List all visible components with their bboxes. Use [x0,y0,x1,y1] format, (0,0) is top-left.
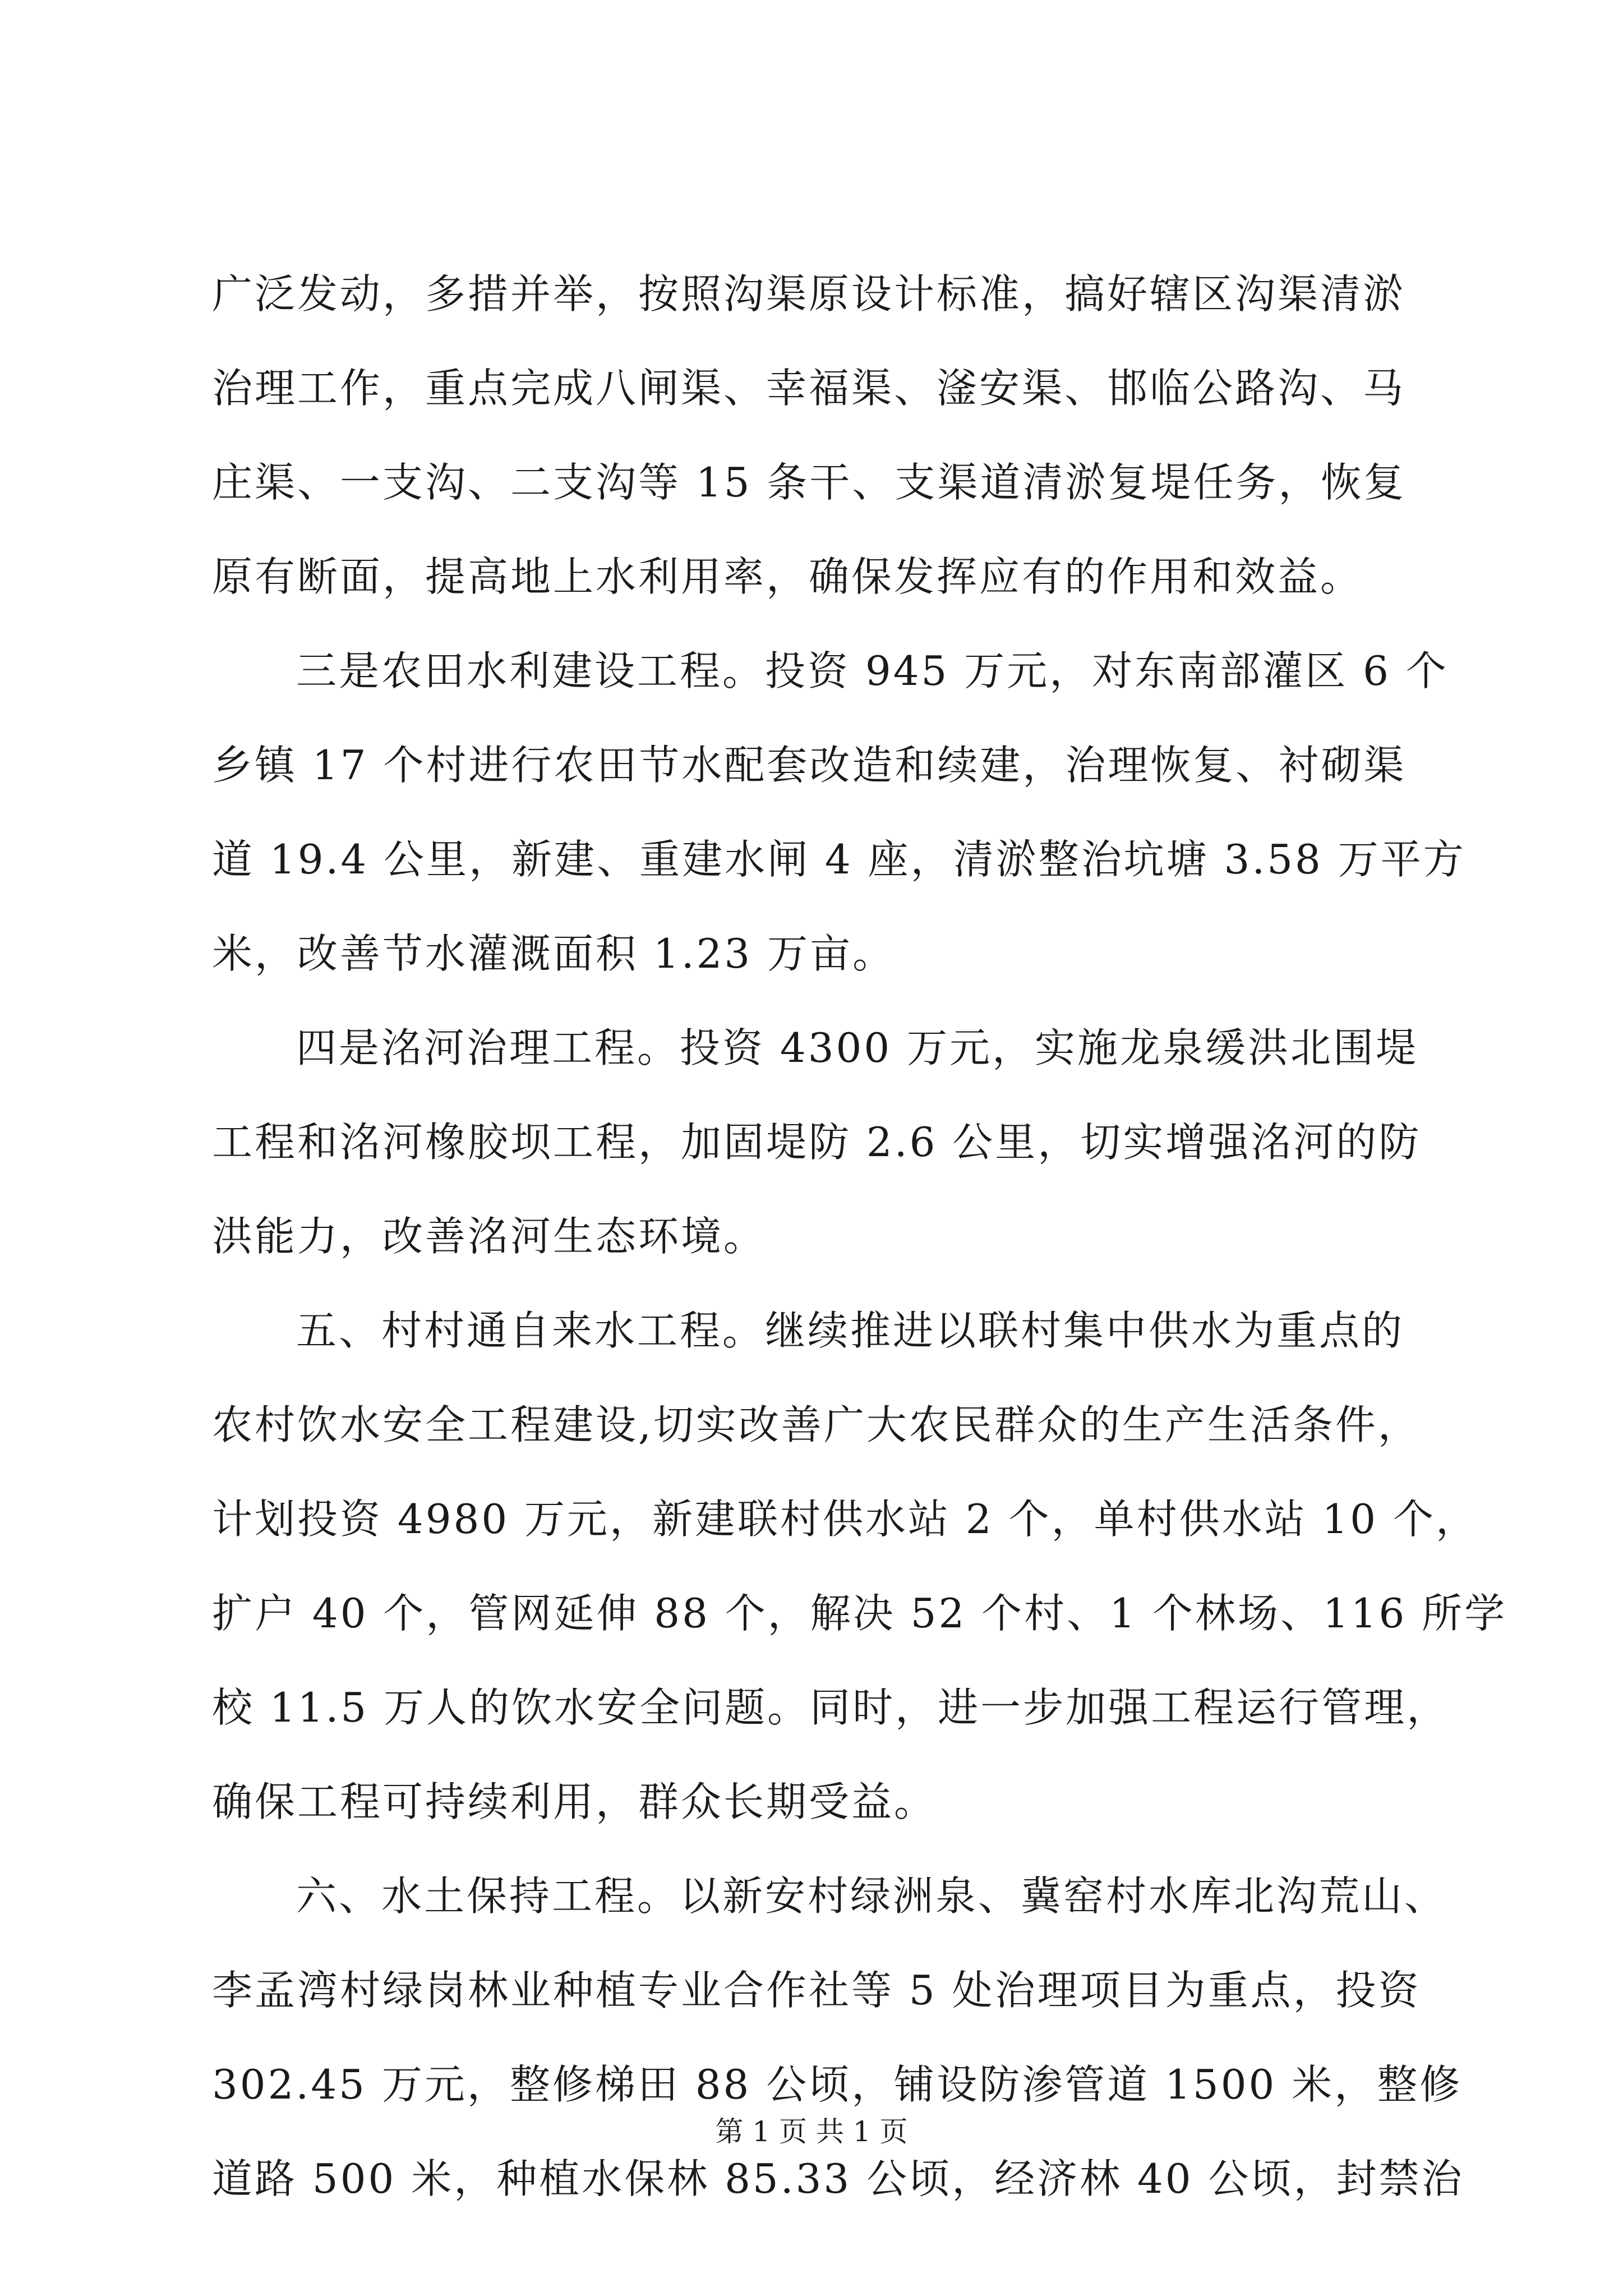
text-line: 洪能力，改善洺河生态环境。 [212,1213,767,1260]
text-line: 扩户 40 个，管网延伸 88 个，解决 52 个村、1 个林场、116 所学 [212,1590,1507,1637]
paragraph-2 [212,624,1466,1001]
text-line: 六、水土保持工程。以新安村绿洲泉、冀窑村水库北沟荒山、 [296,1872,1447,1920]
paragraph-4 [212,1283,1507,1849]
text-line: 302.45 万元，整修梯田 88 公顷，铺设防渗管道 1500 米，整修 [212,2061,1463,2108]
text-line: 工程和洺河橡胶坝工程，加固堤防 2.6 公里，切实增强洺河的防 [212,1119,1422,1166]
paragraph-1 [212,247,1418,624]
text-line: 庄渠、一支沟、二支沟等 15 条干、支渠道清淤复堤任务，恢复 [212,459,1407,506]
text-line: 乡镇 17 个村进行农田节水配套改造和续建，治理恢复、衬砌渠 [212,742,1407,789]
text-line: 三是农田水利建设工程。投资 945 万元，对东南部灌区 6 个 [296,647,1449,694]
text-line: 道路 500 米，种植水保林 85.33 公顷，经济林 40 公顷，封禁治 [212,2155,1464,2202]
text-line: 广泛发动，多措并举，按照沟渠原设计标准，搞好辖区沟渠清淤 [212,270,1406,318]
text-line: 四是洺河治理工程。投资 4300 万元，实施龙泉缓洪北围堤 [296,1024,1419,1071]
text-line: 计划投资 4980 万元，新建联村供水站 2 个，单村供水站 10 个， [212,1496,1478,1543]
text-line: 李孟湾村绿岗林业种植专业合作社等 5 处治理项目为重点，投资 [212,1967,1421,2014]
text-line: 治理工作，重点完成八闸渠、幸福渠、滏安渠、邯临公路沟、马 [212,365,1406,412]
text-line: 五、村村通自来水工程。继续推进以联村集中供水为重点的 [296,1307,1405,1354]
text-line: 校 11.5 万人的饮水安全问题。同时，进一步加强工程运行管理， [212,1684,1450,1731]
document-body [212,247,1507,2226]
page-footer [0,2109,1623,2154]
text-line: 农村饮水安全工程建设,切实改善广大农民群众的生产生活条件， [212,1401,1421,1448]
text-line: 道 19.4 公里，新建、重建水闸 4 座，清淤整治坑塘 3.58 万平方 [212,836,1466,883]
text-line: 确保工程可持续利用，群众长期受益。 [212,1778,937,1825]
paragraph-3 [212,1001,1422,1283]
paragraph-5 [212,1849,1464,2226]
text-line: 原有断面，提高地上水利用率，确保发挥应有的作用和效益。 [212,553,1363,600]
page-number: 第 1 页 共 1 页 [715,2115,908,2148]
text-line: 米，改善节水灌溉面积 1.23 万亩。 [212,930,896,977]
